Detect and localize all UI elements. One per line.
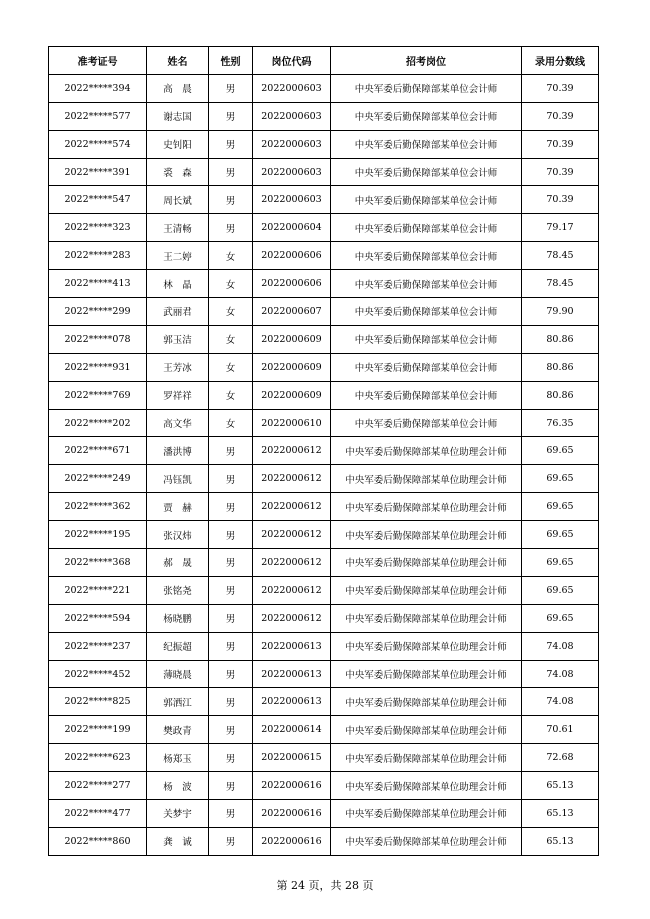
exam-id-cell: 2022*****283 bbox=[49, 242, 147, 270]
exam-id-cell: 2022*****769 bbox=[49, 381, 147, 409]
position-code-cell: 2022000604 bbox=[253, 214, 331, 242]
score-cell: 79.17 bbox=[522, 214, 599, 242]
score-cell: 69.65 bbox=[522, 493, 599, 521]
position-cell: 中央军委后勤保障部某单位会计师 bbox=[331, 130, 522, 158]
table-row bbox=[49, 186, 599, 214]
exam-id-cell: 2022*****391 bbox=[49, 158, 147, 186]
name-cell: 郭玉洁 bbox=[147, 325, 209, 353]
score-cell: 69.65 bbox=[522, 465, 599, 493]
name-cell: 高 晨 bbox=[147, 74, 209, 102]
position-code-cell: 2022000607 bbox=[253, 298, 331, 326]
position-code-cell: 2022000616 bbox=[253, 772, 331, 800]
position-code-cell: 2022000603 bbox=[253, 130, 331, 158]
score-cell: 72.68 bbox=[522, 744, 599, 772]
exam-id-cell: 2022*****931 bbox=[49, 353, 147, 381]
position-code-cell: 2022000603 bbox=[253, 186, 331, 214]
table-row bbox=[49, 521, 599, 549]
position-code-cell: 2022000612 bbox=[253, 493, 331, 521]
gender-cell: 女 bbox=[209, 353, 253, 381]
score-cell: 74.08 bbox=[522, 632, 599, 660]
gender-cell: 男 bbox=[209, 130, 253, 158]
name-cell: 纪振超 bbox=[147, 632, 209, 660]
position-code-cell: 2022000613 bbox=[253, 688, 331, 716]
score-cell: 69.65 bbox=[522, 521, 599, 549]
position-code-cell: 2022000603 bbox=[253, 158, 331, 186]
position-code-cell: 2022000612 bbox=[253, 604, 331, 632]
name-cell: 王二婷 bbox=[147, 242, 209, 270]
table-body bbox=[49, 74, 599, 855]
gender-cell: 女 bbox=[209, 242, 253, 270]
admission-results-table bbox=[48, 46, 599, 856]
position-cell: 中央军委后勤保障部某单位助理会计师 bbox=[331, 688, 522, 716]
exam-id-cell: 2022*****368 bbox=[49, 549, 147, 577]
position-code-cell: 2022000609 bbox=[253, 353, 331, 381]
position-code-cell: 2022000613 bbox=[253, 632, 331, 660]
gender-cell: 男 bbox=[209, 827, 253, 855]
exam-id-cell: 2022*****249 bbox=[49, 465, 147, 493]
position-cell: 中央军委后勤保障部某单位会计师 bbox=[331, 74, 522, 102]
position-cell: 中央军委后勤保障部某单位会计师 bbox=[331, 242, 522, 270]
table-row bbox=[49, 744, 599, 772]
position-cell: 中央军委后勤保障部某单位会计师 bbox=[331, 102, 522, 130]
score-cell: 70.39 bbox=[522, 74, 599, 102]
position-cell: 中央军委后勤保障部某单位助理会计师 bbox=[331, 465, 522, 493]
position-cell: 中央军委后勤保障部某单位助理会计师 bbox=[331, 576, 522, 604]
position-cell: 中央军委后勤保障部某单位助理会计师 bbox=[331, 493, 522, 521]
score-cell: 78.45 bbox=[522, 270, 599, 298]
gender-cell: 男 bbox=[209, 744, 253, 772]
table-row bbox=[49, 688, 599, 716]
exam-id-cell: 2022*****277 bbox=[49, 772, 147, 800]
table-row bbox=[49, 604, 599, 632]
exam-id-cell: 2022*****860 bbox=[49, 827, 147, 855]
score-cell: 74.08 bbox=[522, 688, 599, 716]
name-cell: 樊政青 bbox=[147, 716, 209, 744]
gender-cell: 男 bbox=[209, 576, 253, 604]
gender-cell: 男 bbox=[209, 214, 253, 242]
results-table-container bbox=[48, 46, 599, 856]
table-row bbox=[49, 576, 599, 604]
table-row bbox=[49, 325, 599, 353]
position-code-cell: 2022000612 bbox=[253, 465, 331, 493]
score-cell: 69.65 bbox=[522, 549, 599, 577]
table-row bbox=[49, 465, 599, 493]
table-row bbox=[49, 660, 599, 688]
position-code-cell: 2022000613 bbox=[253, 660, 331, 688]
table-row bbox=[49, 800, 599, 828]
position-cell: 中央军委后勤保障部某单位助理会计师 bbox=[331, 437, 522, 465]
position-code-cell: 2022000614 bbox=[253, 716, 331, 744]
gender-cell: 男 bbox=[209, 772, 253, 800]
gender-cell: 男 bbox=[209, 465, 253, 493]
position-cell: 中央军委后勤保障部某单位会计师 bbox=[331, 186, 522, 214]
score-cell: 69.65 bbox=[522, 604, 599, 632]
name-cell: 周长斌 bbox=[147, 186, 209, 214]
exam-id-cell: 2022*****577 bbox=[49, 102, 147, 130]
score-cell: 80.86 bbox=[522, 381, 599, 409]
table-row bbox=[49, 298, 599, 326]
position-code-cell: 2022000612 bbox=[253, 437, 331, 465]
gender-cell: 男 bbox=[209, 549, 253, 577]
header-position-code: 岗位代码 bbox=[253, 47, 331, 75]
score-cell: 76.35 bbox=[522, 409, 599, 437]
name-cell: 谢志国 bbox=[147, 102, 209, 130]
gender-cell: 女 bbox=[209, 270, 253, 298]
exam-id-cell: 2022*****413 bbox=[49, 270, 147, 298]
name-cell: 郭洒江 bbox=[147, 688, 209, 716]
position-cell: 中央军委后勤保障部某单位会计师 bbox=[331, 270, 522, 298]
table-row bbox=[49, 353, 599, 381]
gender-cell: 男 bbox=[209, 102, 253, 130]
position-cell: 中央军委后勤保障部某单位助理会计师 bbox=[331, 744, 522, 772]
exam-id-cell: 2022*****574 bbox=[49, 130, 147, 158]
score-cell: 74.08 bbox=[522, 660, 599, 688]
position-code-cell: 2022000606 bbox=[253, 242, 331, 270]
position-cell: 中央军委后勤保障部某单位会计师 bbox=[331, 214, 522, 242]
gender-cell: 女 bbox=[209, 381, 253, 409]
position-cell: 中央军委后勤保障部某单位会计师 bbox=[331, 381, 522, 409]
position-code-cell: 2022000616 bbox=[253, 827, 331, 855]
score-cell: 70.39 bbox=[522, 158, 599, 186]
table-row bbox=[49, 158, 599, 186]
score-cell: 78.45 bbox=[522, 242, 599, 270]
name-cell: 王清畅 bbox=[147, 214, 209, 242]
table-row bbox=[49, 102, 599, 130]
score-cell: 65.13 bbox=[522, 827, 599, 855]
gender-cell: 男 bbox=[209, 604, 253, 632]
score-cell: 70.39 bbox=[522, 186, 599, 214]
score-cell: 80.86 bbox=[522, 353, 599, 381]
score-cell: 70.39 bbox=[522, 130, 599, 158]
gender-cell: 女 bbox=[209, 325, 253, 353]
score-cell: 65.13 bbox=[522, 772, 599, 800]
position-code-cell: 2022000612 bbox=[253, 576, 331, 604]
score-cell: 65.13 bbox=[522, 800, 599, 828]
score-cell: 80.86 bbox=[522, 325, 599, 353]
name-cell: 杨郑玉 bbox=[147, 744, 209, 772]
table-row bbox=[49, 827, 599, 855]
position-cell: 中央军委后勤保障部某单位助理会计师 bbox=[331, 772, 522, 800]
exam-id-cell: 2022*****221 bbox=[49, 576, 147, 604]
name-cell: 郝 晟 bbox=[147, 549, 209, 577]
exam-id-cell: 2022*****671 bbox=[49, 437, 147, 465]
table-row bbox=[49, 549, 599, 577]
position-cell: 中央军委后勤保障部某单位会计师 bbox=[331, 325, 522, 353]
score-cell: 70.39 bbox=[522, 102, 599, 130]
name-cell: 王芳冰 bbox=[147, 353, 209, 381]
header-name: 姓名 bbox=[147, 47, 209, 75]
name-cell: 杨晓鹏 bbox=[147, 604, 209, 632]
position-code-cell: 2022000612 bbox=[253, 549, 331, 577]
gender-cell: 男 bbox=[209, 716, 253, 744]
table-row bbox=[49, 214, 599, 242]
exam-id-cell: 2022*****394 bbox=[49, 74, 147, 102]
name-cell: 武丽君 bbox=[147, 298, 209, 326]
gender-cell: 女 bbox=[209, 298, 253, 326]
name-cell: 张汉炜 bbox=[147, 521, 209, 549]
exam-id-cell: 2022*****594 bbox=[49, 604, 147, 632]
position-code-cell: 2022000609 bbox=[253, 325, 331, 353]
gender-cell: 男 bbox=[209, 158, 253, 186]
position-cell: 中央军委后勤保障部某单位会计师 bbox=[331, 158, 522, 186]
table-row bbox=[49, 381, 599, 409]
gender-cell: 男 bbox=[209, 74, 253, 102]
page-footer: 第 24 页，共 28 页 bbox=[276, 879, 374, 892]
table-row bbox=[49, 130, 599, 158]
position-cell: 中央军委后勤保障部某单位助理会计师 bbox=[331, 521, 522, 549]
header-position: 招考岗位 bbox=[331, 47, 522, 75]
score-cell: 69.65 bbox=[522, 437, 599, 465]
exam-id-cell: 2022*****452 bbox=[49, 660, 147, 688]
position-code-cell: 2022000615 bbox=[253, 744, 331, 772]
table-row bbox=[49, 772, 599, 800]
gender-cell: 男 bbox=[209, 186, 253, 214]
table-row bbox=[49, 270, 599, 298]
exam-id-cell: 2022*****199 bbox=[49, 716, 147, 744]
table-row bbox=[49, 242, 599, 270]
position-cell: 中央军委后勤保障部某单位助理会计师 bbox=[331, 660, 522, 688]
exam-id-cell: 2022*****477 bbox=[49, 800, 147, 828]
position-cell: 中央军委后勤保障部某单位助理会计师 bbox=[331, 604, 522, 632]
name-cell: 冯钰凯 bbox=[147, 465, 209, 493]
score-cell: 79.90 bbox=[522, 298, 599, 326]
exam-id-cell: 2022*****362 bbox=[49, 493, 147, 521]
name-cell: 史钊阳 bbox=[147, 130, 209, 158]
name-cell: 杨 波 bbox=[147, 772, 209, 800]
position-cell: 中央军委后勤保障部某单位助理会计师 bbox=[331, 632, 522, 660]
table-row bbox=[49, 716, 599, 744]
header-gender: 性别 bbox=[209, 47, 253, 75]
name-cell: 关梦宇 bbox=[147, 800, 209, 828]
position-code-cell: 2022000603 bbox=[253, 102, 331, 130]
table-header-row bbox=[49, 47, 599, 75]
gender-cell: 男 bbox=[209, 660, 253, 688]
position-code-cell: 2022000616 bbox=[253, 800, 331, 828]
gender-cell: 男 bbox=[209, 632, 253, 660]
position-code-cell: 2022000609 bbox=[253, 381, 331, 409]
gender-cell: 女 bbox=[209, 409, 253, 437]
gender-cell: 男 bbox=[209, 493, 253, 521]
position-cell: 中央军委后勤保障部某单位会计师 bbox=[331, 409, 522, 437]
name-cell: 张铭尧 bbox=[147, 576, 209, 604]
position-cell: 中央军委后勤保障部某单位助理会计师 bbox=[331, 800, 522, 828]
exam-id-cell: 2022*****623 bbox=[49, 744, 147, 772]
position-code-cell: 2022000612 bbox=[253, 521, 331, 549]
name-cell: 高文华 bbox=[147, 409, 209, 437]
name-cell: 薄晓晨 bbox=[147, 660, 209, 688]
score-cell: 70.61 bbox=[522, 716, 599, 744]
gender-cell: 男 bbox=[209, 800, 253, 828]
table-row bbox=[49, 437, 599, 465]
table-row bbox=[49, 493, 599, 521]
position-code-cell: 2022000610 bbox=[253, 409, 331, 437]
table-row bbox=[49, 409, 599, 437]
exam-id-cell: 2022*****547 bbox=[49, 186, 147, 214]
position-code-cell: 2022000603 bbox=[253, 74, 331, 102]
position-cell: 中央军委后勤保障部某单位助理会计师 bbox=[331, 827, 522, 855]
table-row bbox=[49, 74, 599, 102]
exam-id-cell: 2022*****202 bbox=[49, 409, 147, 437]
name-cell: 潘洪博 bbox=[147, 437, 209, 465]
name-cell: 龚 诚 bbox=[147, 827, 209, 855]
name-cell: 林 晶 bbox=[147, 270, 209, 298]
position-code-cell: 2022000606 bbox=[253, 270, 331, 298]
exam-id-cell: 2022*****323 bbox=[49, 214, 147, 242]
position-cell: 中央军委后勤保障部某单位助理会计师 bbox=[331, 716, 522, 744]
exam-id-cell: 2022*****825 bbox=[49, 688, 147, 716]
gender-cell: 男 bbox=[209, 688, 253, 716]
name-cell: 罗祥祥 bbox=[147, 381, 209, 409]
exam-id-cell: 2022*****078 bbox=[49, 325, 147, 353]
name-cell: 贾 赫 bbox=[147, 493, 209, 521]
name-cell: 裘 森 bbox=[147, 158, 209, 186]
exam-id-cell: 2022*****195 bbox=[49, 521, 147, 549]
header-exam-id: 准考证号 bbox=[49, 47, 147, 75]
gender-cell: 男 bbox=[209, 437, 253, 465]
position-cell: 中央军委后勤保障部某单位会计师 bbox=[331, 353, 522, 381]
header-score-line: 录用分数线 bbox=[522, 47, 599, 75]
exam-id-cell: 2022*****237 bbox=[49, 632, 147, 660]
exam-id-cell: 2022*****299 bbox=[49, 298, 147, 326]
gender-cell: 男 bbox=[209, 521, 253, 549]
table-row bbox=[49, 632, 599, 660]
position-cell: 中央军委后勤保障部某单位会计师 bbox=[331, 298, 522, 326]
position-cell: 中央军委后勤保障部某单位助理会计师 bbox=[331, 549, 522, 577]
score-cell: 69.65 bbox=[522, 576, 599, 604]
